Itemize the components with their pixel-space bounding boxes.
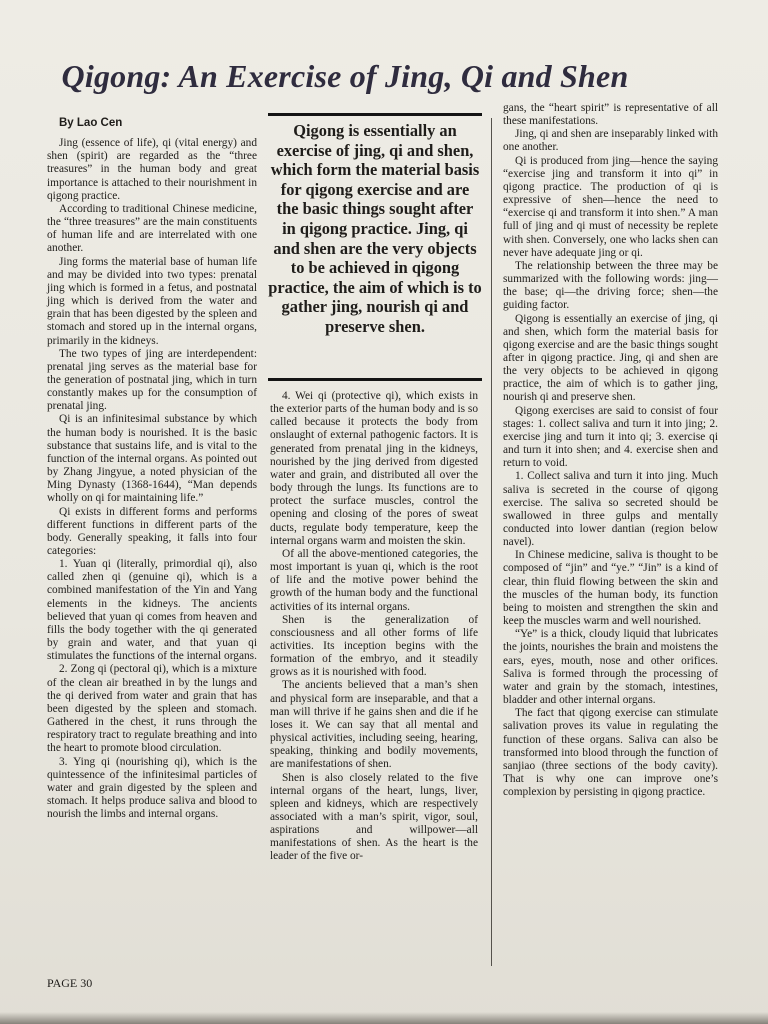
column-2 [270, 390, 478, 864]
byline: By Lao Cen [59, 117, 123, 129]
paragraph: Shen is also closely related to the five internal organs of the heart, lungs, liver, spleen and kidneys, which are respectively associated with a man’s spirit, vigor, soul, aspirations and willpower—all manifestations of shen. As the heart is the leader of the five or- [270, 771, 478, 863]
paragraph: Jing, qi and shen are inseparably linked with one another. [503, 128, 718, 154]
paragraph: The ancients believed that a man’s shen and physical form are inseparable, and that a man will thrive if he gains shen and die if he loses it. We can say that all mental and physical activities, including seeing, hearing, speaking, thinking and bodily movements, are manifestations of shen. [270, 679, 478, 771]
paragraph: Qigong exercises are said to consist of four stages: 1. collect saliva and turn it into jing; 2. exercise jing and turn it into qi; 3. exercise qi and turn it into shen; and 4. exercise shen and return to void. [503, 404, 718, 470]
paragraph: Jing (essence of life), qi (vital energy) and shen (spirit) are regarded as the “three treasures” in the human body and great importance is attached to their nourishment in qigong practice. [47, 137, 257, 202]
paragraph: Qigong is essentially an exercise of jing, qi and shen, which form the material basis for qigong exercise and are the basic things sought after in qigong practice. Jing, qi and shen are the very objects to be achieved in qigong practice, the aim of which is to gather jing, nourish qi and preserve shen. [503, 312, 718, 404]
paragraph: Shen is the generalization of consciousness and all other forms of life activities. Its inception begins with the formation of the embryo, and it steadily grows as it is nourished with food. [270, 613, 478, 679]
paragraph: The fact that qigong exercise can stimulate salivation proves its value in regulating the function of these organs. Saliva can also be transformed into blood through the function of sanjiao (three sections of the body cavity). That is why one can improve one’s complexion by persisting in qigong practice. [503, 707, 718, 799]
column-3 [503, 102, 718, 799]
paragraph: Qi exists in different forms and performs different functions in different parts of the body. Generally speaking, it falls into four categories: [47, 505, 257, 557]
column-1 [47, 117, 257, 821]
paragraph: Qi is produced from jing—hence the saying “exercise jing and transform it into qi” in qigong practice. The production of qi is expressive of shen—hence the need to “exercise qi and transform it into shen.” A man full of jing and qi must of necessity be replete with shen. Conversely, one who lacks shen can never have adequate jing or qi. [503, 154, 718, 259]
column-divider [491, 118, 492, 966]
paragraph: 3. Ying qi (nourishing qi), which is the quintessence of the infinitesimal particles of water and grain digested by the spleen and stomach. It helps produce saliva and blood to nourish the limbs and internal organs. [47, 755, 257, 821]
paragraph: Qi is an infinitesimal substance by which the human body is nourished. It is the basic substance that sustains life, and is vital to the function of the internal organs. As pointed out by Zhang Jingyue, a noted physician of the Ming Dynasty (1368-1644), “Man depends wholly on qi for maintaining life.” [47, 413, 257, 505]
paragraph: 4. Wei qi (protective qi), which exists in the exterior parts of the human body and is so called because it protects the body from onslaught of external pathogenic factors. It is generated from prenatal jing in the kidneys, nourished by the jing derived from digested water and grain, and distributed all over the body through the lungs. Its functions are to protect the surface muscles, control the opening and closing of the pores of sweat ducts, regulate body temperature, keep the internal organs warm and moisten the skin. [270, 390, 478, 547]
paragraph: The two types of jing are interdependent: prenatal jing serves as the material base for the generation of postnatal jing, which in turn constantly makes up for the consumption of prenatal jing. [47, 347, 257, 413]
article-title: Qigong: An Exercise of Jing, Qi and Shen [61, 58, 629, 94]
paragraph: In Chinese medicine, saliva is thought to be composed of “jin” and “ye.” “Jin” is a kind of clear, thin fluid flowing between the skin and the muscles of the human body, its function being to moisten and strengthen the skin and keep the muscles warm and well nourished. [503, 549, 718, 628]
paragraph: 1. Collect saliva and turn it into jing. Much saliva is secreted in the course of qigong exercise. The saliva so secreted should be swallowed in three gulps and mentally conducted into lower dantian (region below navel). [503, 470, 718, 549]
paragraph-continuation: gans, the “heart spirit” is representative of all these manifestations. [503, 102, 718, 128]
paragraph: Of all the above-mentioned categories, the most important is yuan qi, which is the root of life and the motive power behind the growth of the human body and the functional activities of its internal organs. [270, 547, 478, 613]
paragraph: Jing forms the material base of human life and may be divided into two types: prenatal jing which is formed in a fetus, and postnatal jing which is derived from the water and grain that has been digested by the spleen and stomach and stored up in the internal organs, primarily in the kidneys. [47, 255, 257, 347]
paragraph: According to traditional Chinese medicine, the “three treasures” are the main constituents of human life and are interrelated with one another. [47, 202, 257, 255]
page-edge-shadow [0, 1012, 768, 1024]
pull-quote: Qigong is essentially an exercise of jing, qi and shen, which form the material basis for qigong exercise and are the basic things sought after in qigong practice. Jing, qi and shen are the very objects to be achieved in qigong practice, the aim of which is to gather jing, nourish qi and preserve shen. [268, 113, 482, 381]
paragraph: “Ye” is a thick, cloudy liquid that lubricates the joints, nourishes the brain and moistens the ears, eyes, mouth, nose and other orifices. Saliva is formed through the processing of water and grain by the stomach, intestines, bladder and other internal organs. [503, 628, 718, 707]
paragraph: The relationship between the three may be summarized with the following words: jing—the base; qi—the driving force; shen—the guiding factor. [503, 259, 718, 312]
paragraph: 1. Yuan qi (literally, primordial qi), also called zhen qi (genuine qi), which is a combined manifestation of the Yin and Yang elements in the kidneys. The ancients believed that yuan qi comes from heaven and fills the body together with the qi generated by grain and water, and that yuan qi stimulates the functions of the internal organs. [47, 558, 257, 663]
page-number: PAGE 30 [47, 976, 93, 990]
paragraph: 2. Zong qi (pectoral qi), which is a mixture of the clean air breathed in by the lungs and the qi derived from water and grain that has been digested by the spleen and stomach. Gathered in the chest, it runs through the respiratory tract to regulate breathing and into the heart to promote blood circulation. [47, 663, 257, 755]
